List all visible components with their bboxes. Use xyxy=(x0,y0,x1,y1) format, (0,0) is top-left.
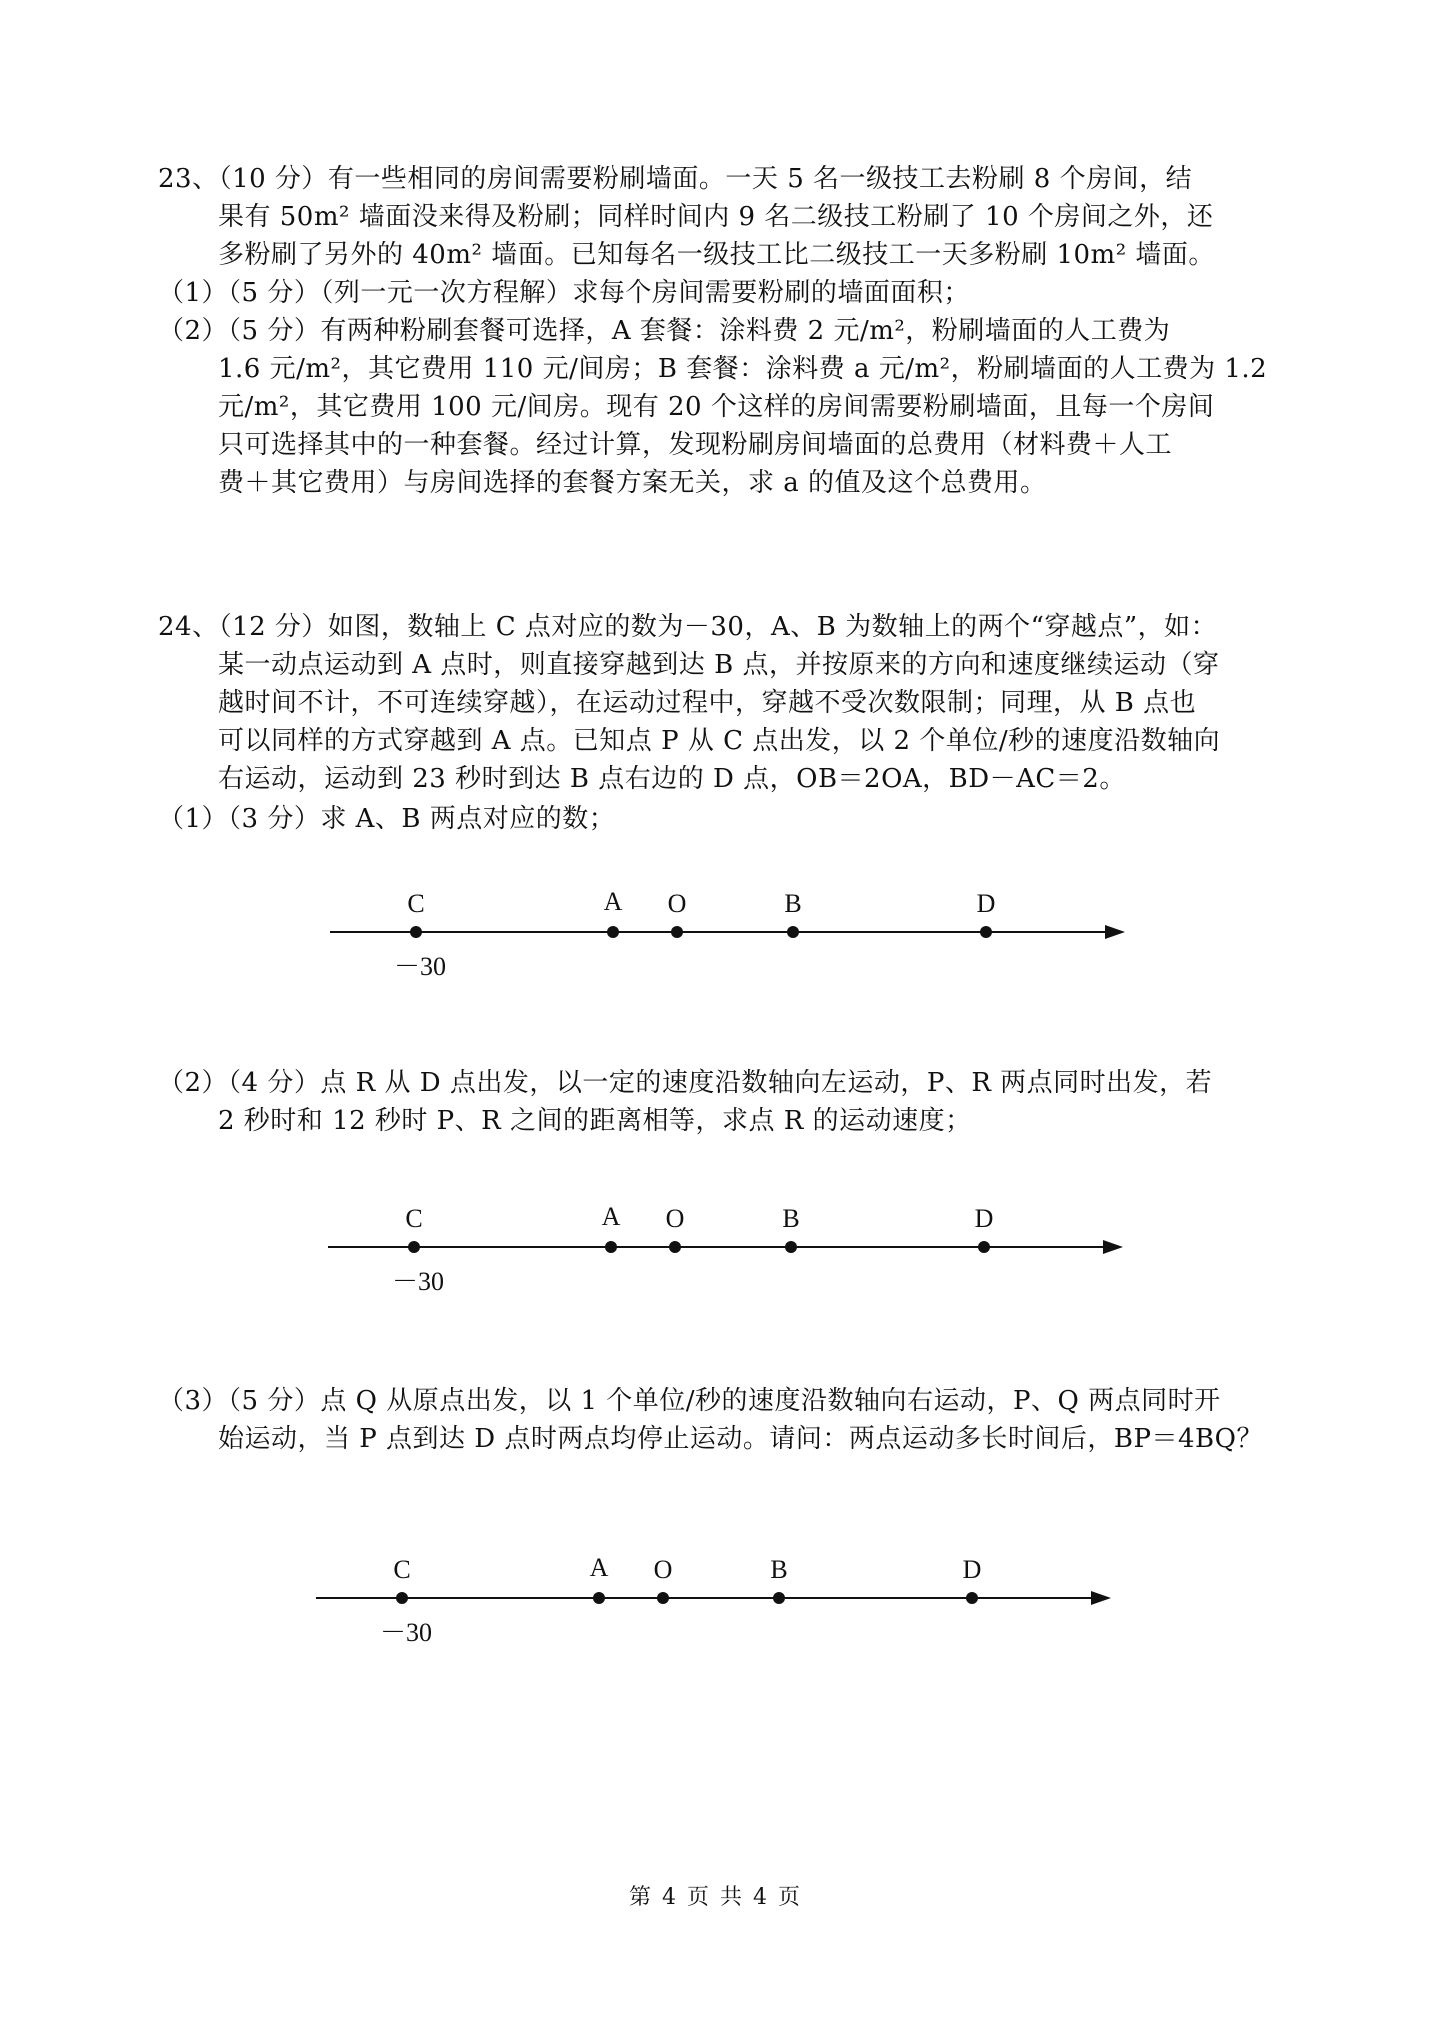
q23-part1: （1）（5 分）（列一元一次方程解）求每个房间需要粉刷的墙面面积； xyxy=(158,278,970,308)
point-o-label: O xyxy=(667,889,687,918)
q23-line-3: 多粉刷了另外的 40m² 墙面。已知每名一级技工比二级技工一天多粉刷 10m² 墙面。 xyxy=(218,240,1215,270)
point-d-label: D xyxy=(962,1555,982,1584)
point-a-label: A xyxy=(601,1202,621,1231)
point-a-dot xyxy=(607,926,619,938)
axis-arrow xyxy=(1103,1240,1123,1254)
point-b-dot xyxy=(773,1592,785,1604)
point-a-label: A xyxy=(589,1553,609,1582)
q24-part3-line-1: （3）（5 分）点 Q 从原点出发，以 1 个单位/秒的速度沿数轴向右运动，P、Q 两点同时开 xyxy=(158,1386,1221,1416)
number-line-2-svg xyxy=(328,1195,1128,1305)
q23-line-2: 果有 50m² 墙面没来得及粉刷；同样时间内 9 名二级技工粉刷了 10 个房间之外，还 xyxy=(218,202,1214,232)
point-d-label: D xyxy=(976,889,996,918)
number-line-1-svg xyxy=(330,880,1130,990)
point-d-dot xyxy=(966,1592,978,1604)
point-c-label: C xyxy=(407,889,425,918)
number-line-3-svg xyxy=(316,1546,1116,1656)
q23-part2-line-1: （2）（5 分）有两种粉刷套餐可选择，A 套餐：涂料费 2 元/m²，粉刷墙面的人工费为 xyxy=(158,316,1171,346)
q23-part2-line-5: 费＋其它费用）与房间选择的套餐方案无关，求 a 的值及这个总费用。 xyxy=(218,468,1047,498)
point-o-label: O xyxy=(665,1204,685,1233)
q24-line-4: 可以同样的方式穿越到 A 点。已知点 P 从 C 点出发，以 2 个单位/秒的速度沿数轴向 xyxy=(218,726,1221,756)
point-b-dot xyxy=(785,1241,797,1253)
q23-line-1: 23、（10 分）有一些相同的房间需要粉刷墙面。一天 5 名一级技工去粉刷 8 个房间，结 xyxy=(158,164,1193,194)
q24-line-1: 24、（12 分）如图，数轴上 C 点对应的数为－30，A、B 为数轴上的两个“穿越点”，如： xyxy=(158,612,1218,642)
point-c-value: －30 xyxy=(379,1618,433,1647)
page-footer: 第 4 页 共 4 页 xyxy=(629,1885,802,1910)
q24-part1: （1）（3 分）求 A、B 两点对应的数； xyxy=(158,804,616,834)
q24-line-2: 某一动点运动到 A 点时，则直接穿越到达 B 点，并按原来的方向和速度继续运动（穿 xyxy=(218,650,1220,680)
axis-arrow xyxy=(1091,1591,1111,1605)
point-b-label: B xyxy=(784,889,802,918)
point-c-label: C xyxy=(405,1204,423,1233)
point-b-dot xyxy=(787,926,799,938)
q24-part3-line-2: 始运动，当 P 点到达 D 点时两点均停止运动。请问：两点运动多长时间后，BP＝4BQ？ xyxy=(218,1424,1263,1454)
point-c-dot xyxy=(408,1241,420,1253)
point-a-dot xyxy=(593,1592,605,1604)
point-d-label: D xyxy=(974,1204,994,1233)
q24-line-5: 右运动，运动到 23 秒时到达 B 点右边的 D 点，OB＝2OA，BD－AC＝2。 xyxy=(218,764,1126,794)
q23-part2-line-2: 1.6 元/m²，其它费用 110 元/间房；B 套餐：涂料费 a 元/m²，粉刷墙面的人工费为 1.2 xyxy=(218,354,1268,384)
point-o-dot xyxy=(669,1241,681,1253)
point-a-dot xyxy=(605,1241,617,1253)
q23-part2-line-4: 只可选择其中的一种套餐。经过计算，发现粉刷房间墙面的总费用（材料费＋人工 xyxy=(218,430,1173,460)
point-c-dot xyxy=(410,926,422,938)
point-c-value: －30 xyxy=(393,952,447,981)
point-c-value: －30 xyxy=(391,1267,445,1296)
point-b-label: B xyxy=(770,1555,788,1584)
number-line-1 xyxy=(330,880,1130,990)
q24-line-3: 越时间不计，不可连续穿越），在运动过程中，穿越不受次数限制；同理，从 B 点也 xyxy=(218,688,1197,718)
q23-part2-line-3: 元/m²，其它费用 100 元/间房。现有 20 个这样的房间需要粉刷墙面，且每一个房间 xyxy=(218,392,1215,422)
point-o-dot xyxy=(657,1592,669,1604)
point-o-dot xyxy=(671,926,683,938)
axis-arrow xyxy=(1105,925,1125,939)
point-o-label: O xyxy=(653,1555,673,1584)
point-a-label: A xyxy=(603,887,623,916)
point-d-dot xyxy=(980,926,992,938)
point-b-label: B xyxy=(782,1204,800,1233)
q24-part2-line-2: 2 秒时和 12 秒时 P、R 之间的距离相等，求点 R 的运动速度； xyxy=(218,1106,972,1136)
q24-part2-line-1: （2）（4 分）点 R 从 D 点出发，以一定的速度沿数轴向左运动，P、R 两点同时出发，若 xyxy=(158,1068,1213,1098)
point-c-label: C xyxy=(393,1555,411,1584)
point-c-dot xyxy=(396,1592,408,1604)
number-line-2 xyxy=(328,1195,1128,1305)
point-d-dot xyxy=(978,1241,990,1253)
number-line-3 xyxy=(316,1546,1116,1656)
